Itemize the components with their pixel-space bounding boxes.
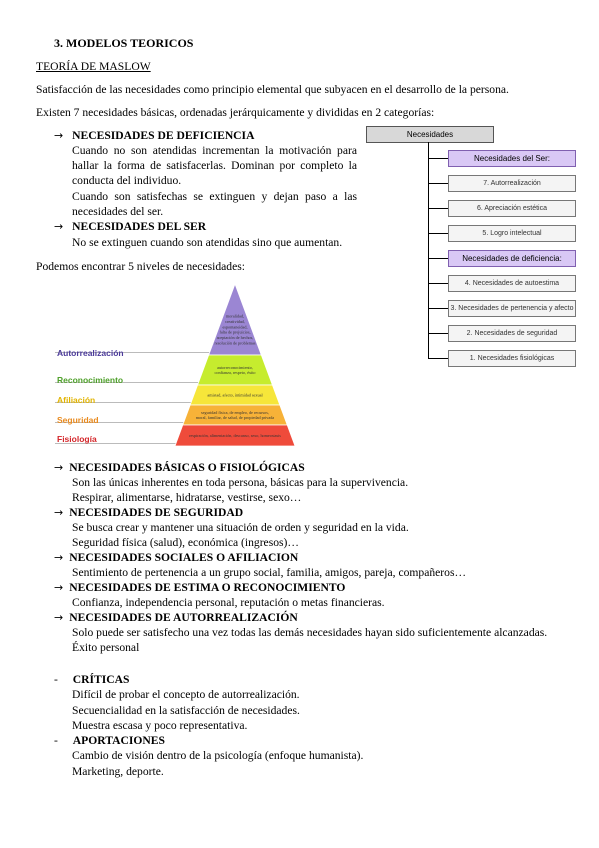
list-item-line: Son las únicas inherentes en toda persona, básicas para la supervivencia.	[72, 476, 409, 489]
arrow-icon: →	[54, 581, 64, 594]
bullet: -	[54, 734, 58, 747]
pyramid-band-text: resolución de problemas	[214, 340, 256, 346]
pyramid-band-text: espontaneidad,	[222, 324, 248, 330]
pyramid-band-text: amistad, afecto, intimidad sexual	[207, 392, 263, 398]
deficiencia-heading	[54, 128, 254, 143]
pyramid-level-label: Afiliación	[57, 395, 96, 405]
pyramid-band-text: moral, familiar, de salud, de propiedad privada	[195, 415, 275, 421]
tree-item: 7. Autorrealización	[448, 175, 576, 192]
pyramid-level-label: Autorrealización	[57, 348, 124, 358]
needs-tree-diagram	[360, 120, 585, 370]
list-item-title: NECESIDADES DE AUTORREALIZACIÓN	[69, 611, 298, 624]
list-item-line: Confianza, independencia personal, reputación o metas financieras.	[72, 596, 385, 609]
tree-root: Necesidades	[366, 126, 494, 143]
intro-paragraph-1: Satisfacción de las necesidades como principio elemental que subyacen en el desarrollo de la persona.	[36, 83, 509, 96]
list-item-line: Respirar, alimentarse, hidratarse, vestirse, sexo…	[72, 491, 302, 504]
arrow-icon: →	[54, 611, 64, 624]
pyramid-level-label: Seguridad	[57, 415, 99, 425]
pyramid-band-text: seguridad física, de empleo, de recursos,	[201, 409, 269, 415]
ser-paragraph: No se extinguen cuando son atendidas sino que aumentan.	[72, 236, 343, 249]
tree-item: 6. Apreciación estética	[448, 200, 576, 217]
list-item-title: NECESIDADES BÁSICAS O FISIOLÓGICAS	[69, 461, 305, 474]
ser-title: NECESIDADES DEL SER	[72, 220, 207, 233]
tree-trunk	[428, 142, 429, 358]
criticas-heading	[54, 672, 129, 687]
list-item-line: Seguridad física (salud), económica (ingresos)…	[72, 536, 299, 549]
criticas-line: Muestra escasa y poco representativa.	[72, 719, 248, 732]
pyramid-band-text: autorreconocimiento,	[217, 364, 253, 370]
list-item-heading	[54, 580, 584, 595]
aportaciones-line: Cambio de visión dentro de la psicología (enfoque humanista).	[72, 749, 364, 762]
pyramid-level-label: Fisiología	[57, 434, 97, 444]
list-item-heading	[54, 610, 584, 625]
list-item-heading	[54, 505, 584, 520]
tree-item: 1. Necesidades fisiológicas	[448, 350, 576, 367]
pyramid-level-label: Reconocimiento	[57, 375, 124, 385]
deficiencia-paragraph-1: Cuando no son atendidas incrementan la motivación para hallar la forma de satisfacerlas. Dominan por completo la conducta del individuo.	[72, 144, 357, 187]
list-item-heading	[54, 460, 584, 475]
deficiencia-paragraph-2: Cuando son satisfechas se extinguen y dejan paso a las necesidades del ser.	[72, 190, 357, 218]
list-item-line: Se busca crear y mantener una situación de orden y seguridad en la vida.	[72, 521, 409, 534]
pyramid-band-text: aceptación de hechos,	[216, 335, 254, 341]
tree-item: 3. Necesidades de pertenencia y afecto	[448, 300, 576, 317]
list-item-line: Éxito personal	[72, 641, 140, 654]
needs-list	[54, 460, 584, 655]
arrow-icon: →	[54, 129, 64, 142]
pyramid-band-text: falta de prejuicios,	[219, 329, 251, 335]
criticas-line: Difícil de probar el concepto de autorrealización.	[72, 688, 300, 701]
list-item-title: NECESIDADES SOCIALES O AFILIACION	[69, 551, 299, 564]
section-title: 3. MODELOS TEORICOS	[54, 36, 194, 50]
maslow-pyramid-figure	[55, 280, 305, 450]
pyramid-band-text: creatividad,	[225, 318, 245, 324]
aportaciones-line: Marketing, deporte.	[72, 765, 164, 778]
pyramid-band-text: moralidad,	[225, 313, 245, 319]
list-item-title: NECESIDADES DE SEGURIDAD	[69, 506, 244, 519]
arrow-icon: →	[54, 551, 64, 564]
deficiencia-title: NECESIDADES DE DEFICIENCIA	[72, 129, 255, 142]
criticas-title: CRÍTICAS	[72, 673, 130, 686]
arrow-icon: →	[54, 461, 64, 474]
list-item-line: Solo puede ser satisfecho una vez todas las demás necesidades hayan sido suficientemente alcanzadas.	[72, 626, 548, 639]
tree-item: 2. Necesidades de seguridad	[448, 325, 576, 342]
subtitle: TEORÍA DE MASLOW	[36, 60, 151, 73]
pyramid-band-text: confianza, respeto, éxito	[214, 370, 256, 376]
niveles-intro: Podemos encontrar 5 niveles de necesidades:	[36, 260, 245, 273]
aportaciones-title: APORTACIONES	[72, 734, 165, 747]
arrow-icon: →	[54, 220, 64, 233]
intro-paragraph-2: Existen 7 necesidades básicas, ordenadas jerárquicamente y divididas en 2 categorías:	[36, 106, 435, 119]
pyramid-band-text: respiración, alimentación, descanso, sexo, homeostasis	[189, 433, 281, 438]
list-item-heading	[54, 550, 584, 565]
list-item-title: NECESIDADES DE ESTIMA O RECONOCIMIENTO	[69, 581, 346, 594]
tree-item: 5. Logro intelectual	[448, 225, 576, 242]
bullet: -	[54, 673, 58, 686]
criticas-line: Secuencialidad en la satisfacción de necesidades.	[72, 704, 300, 717]
tree-item: 4. Necesidades de autoestima	[448, 275, 576, 292]
arrow-icon: →	[54, 506, 64, 519]
aportaciones-heading	[54, 733, 165, 748]
list-item-line: Sentimiento de pertenencia a un grupo social, familia, amigos, pareja, compañeros…	[72, 566, 467, 579]
ser-heading	[54, 219, 206, 234]
tree-ser-category: Necesidades del Ser:	[448, 150, 576, 167]
tree-deficiencia-category: Necesidades de deficiencia:	[448, 250, 576, 267]
